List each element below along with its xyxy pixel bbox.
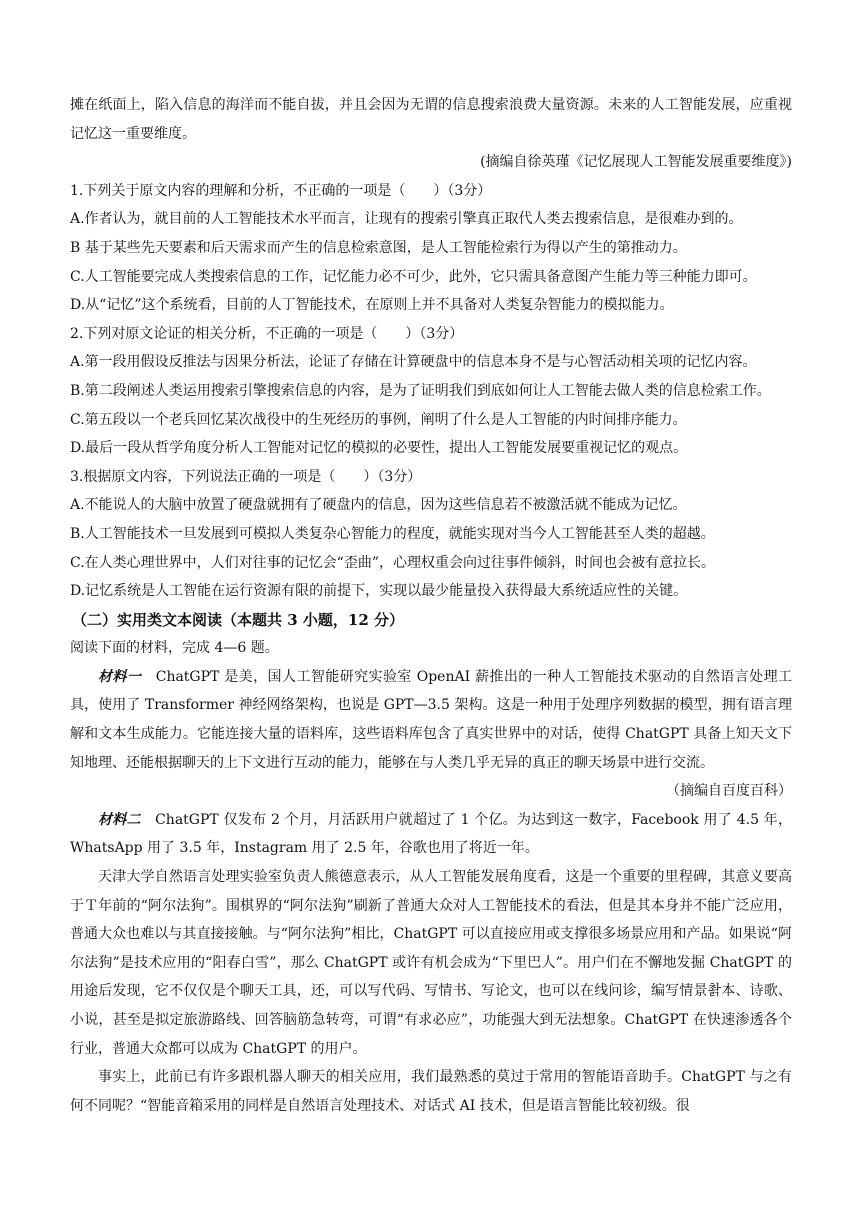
question-1-option-c: C.人工智能要完成人类搜索信息的工作，记忆能力必不可少，此外，它只需具备意图产生能力等三种能力即可。: [70, 268, 757, 285]
question-2-stem: 2.下列对原文论证的相关分析，不正确的一项是（ ）（3分）: [70, 325, 464, 342]
source-citation: (摘编自徐英瑾《记忆展现人工智能发展重要维度》): [480, 154, 792, 171]
material-2-text-1: ChatGPT 仅发布 2 个月，月活跃用户就超过了 1 个亿。为达到这一数字，Facebook 用了 4.5 年，WhatsApp 用了 3.5 年，Instagram 用了 2.5 年，谷歌也用了将近一年。: [70, 811, 792, 857]
question-2-option-a: A.第一段用假设反推法与因果分析法，论证了存储在计算硬盘中的信息本身不是与心智活动相关项的记忆内容。: [70, 354, 757, 371]
section-heading: （二）实用类文本阅读（本题共 3 小题，12 分）: [72, 610, 404, 629]
question-1-option-b: B 基于某些先天要素和后天需求而产生的信息检索意图，是人工智能检索行为得以产生的第推动力。: [70, 239, 687, 256]
material-2-lead: 材料二: [98, 811, 141, 828]
question-2-option-c: C.第五段以一个老兵回忆某次战役中的生死经历的事例，阐明了什么是人工智能的内时间排序能力。: [70, 411, 687, 428]
question-3-stem: 3.根据原文内容，下列说法正确的一项是（ ）（3分）: [70, 468, 422, 485]
material-1-lead: 材料一: [98, 668, 142, 685]
material-2-paragraph-2: 天津大学自然语言处理实验室负责人熊德意表示，从人工智能发展角度看，这是一个重要的里程碑，其意义要高于Ｔ年前的“阿尔法狗”。围棋界的“阿尔法狗”刷新了普通大众对人工智能技术的看法，但是其本身并不能广泛应用，普通大众也难以与其直接接触。与“阿尔法狗”相比，ChatGPT 可以直接应用或支撑很多场景应用和产品。如果说“阿尔法狗”是技术应用的“阳春白雪”，那么 ChatGPT 或许有机会成为“下里巴人”。用户们在不懈地发掘 ChatGPT 的用途后发现，它不仅仅是个聊天工具，还，可以写代码、写情书、写论文，也可以在线问诊，编写情景촭本、诗歌、小说，甚至是拟定旅游路线、回答脑筋急转弯，可谓“有求必应”，功能强大到无法想象。ChatGPT 在快速渗透各个行业，普通大众都可以成为 ChatGPT 的用户。: [70, 869, 792, 1057]
paragraph-continued: 摊在纸面上，陷入信息的海洋而不能自拔，并且会因为无谓的信息搜索浪费大量资源。未来的人工智能发展，应重视记忆这一重要维度。: [70, 97, 792, 142]
section-instruction: 阅读下面的材料，完成 4—6 题。: [70, 640, 279, 657]
material-2-paragraph-3: 事实上，此前已有许多跟机器人聊天的相关应用，我们最熟悉的莫过于常用的智能语音助手。ChatGPT 与之有何不同呢？“智能音箱采用的同样是自然语言处理技术、对话式 AI 技术，但是语言智能比较初级。很: [70, 1069, 792, 1114]
question-3-option-b: B.人工智能技术一旦发展到可模拟人类复杂心智能力的程度，就能实现对当今人工智能甚至人类的超越。: [70, 525, 715, 542]
material-1-source: （摘编自百度百科）: [666, 783, 792, 800]
question-3-option-c: C.在人类心理世界中，人们对往事的记忆会“歪曲”，心理权重会向过往事件倾斜，时间也会被有意拉长。: [70, 554, 715, 571]
question-2-option-b: B.第二段阐述人类运用搜索引擎搜索信息的内容，是为了证明我们到底如何让人工智能去做人类的信息检索工作。: [70, 382, 771, 399]
material-1: [70, 663, 792, 777]
material-1-text: ChatGPT 是美，国人工智能研究实验室 OpenAI 薪推出的一种人工智能技术驱动的自然语言处理工具，使用了 Transformer 神经网络架构，也说是 GPT—3.5 架构。这是一种用于处理序列数据的模型，拥有语言理解和文本生成能力。它能连接大量的语料库，这些语料库包含了真实世界中的对话，使得 ChatGPT 具备上知天文下知地理、还能根据聊天的上下文进行互动的能力，能够在与人类几乎无异的真正的聊天场景中进行交流。: [70, 668, 793, 771]
question-1-option-a: A.作者认为，就目前的人工智能技术水平而言，让现有的搜索引擎真正取代人类去搜索信息，是很难办到的。: [70, 211, 743, 228]
question-1-option-d: D.从“记忆”这个系统看，目前的人丁智能技术，在原则上并不具备对人类复杂智能力的模拟能力。: [70, 297, 674, 314]
material-2: [70, 806, 792, 863]
question-3-option-d: D.记忆系统是人工智能在运行资源有限的前提下，实现以最少能量投入获得最大系统适应性的关键。: [70, 583, 688, 600]
question-1-stem: 1.下列关于原文内容的理解和分析，不正确的一项是（ ）（3分）: [70, 182, 492, 199]
question-2-option-d: D.最后一段从哲学角度分析人工智能对记忆的模拟的必要性，提出人工智能发展要重视记忆的观点。: [70, 440, 688, 457]
question-3-option-a: A.不能说人的大脑中放置了硬盘就拥有了硬盘内的信息，因为这些信息若不被激活就不能成为记忆。: [70, 497, 687, 514]
